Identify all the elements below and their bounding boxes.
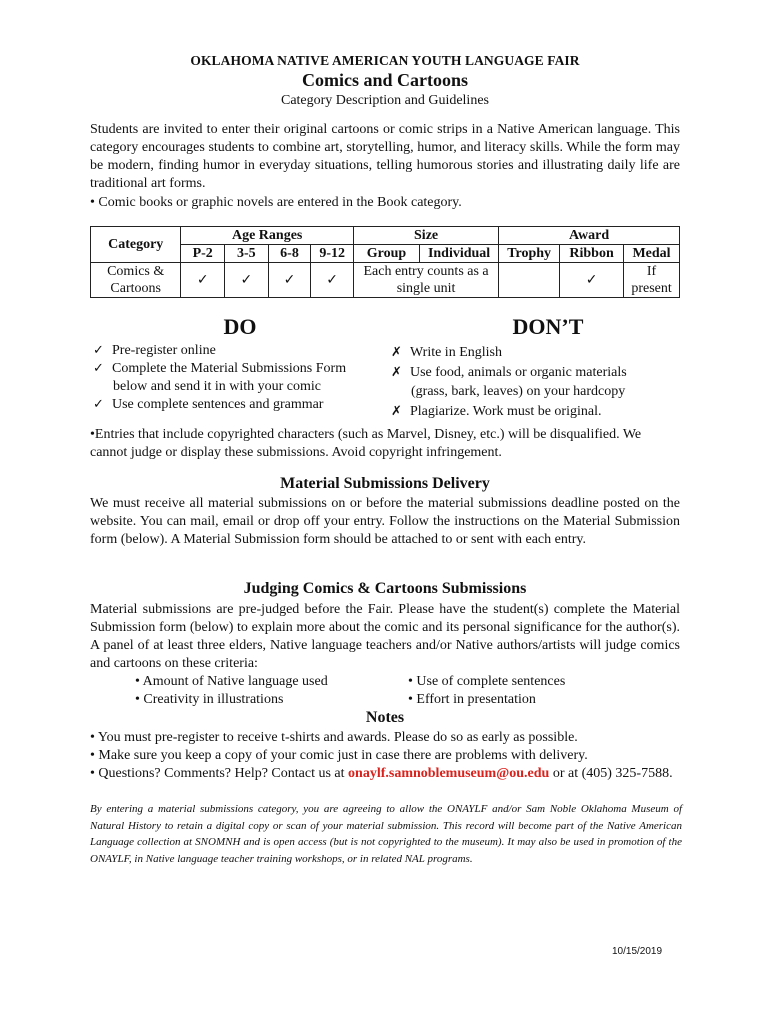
organization-heading: OKLAHOMA NATIVE AMERICAN YOUTH LANGUAGE FAIR — [190, 53, 580, 68]
notes-list — [90, 729, 682, 783]
size-individual: Individual — [419, 245, 498, 263]
do-list — [93, 342, 383, 414]
dont-item: ✗ Write in English — [391, 343, 691, 363]
page-title: Comics and Cartoons — [301, 70, 468, 90]
note-item: • You must pre-register to receive t-shirts and awards. Please do so as early as possible. — [90, 730, 578, 745]
check-icon: ✓ — [93, 343, 104, 358]
cross-icon: ✗ — [391, 345, 402, 360]
do-item-continued: below and send it in with your comic — [113, 379, 322, 394]
dont-item: ✗ Use food, animals or organic materials — [391, 363, 691, 383]
age-3-5: 3-5 — [225, 245, 269, 263]
criteria-item: • Amount of Native language used — [135, 674, 328, 689]
award-header: Award — [499, 227, 680, 245]
check-icon: ✓ — [93, 397, 104, 412]
award-medal: Medal — [624, 245, 680, 263]
do-item: ✓ Complete the Material Submissions Form — [93, 361, 347, 376]
delivery-heading: Material Submissions Delivery — [280, 475, 490, 492]
age-6-8: 6-8 — [268, 245, 311, 263]
notes-heading: Notes — [365, 709, 405, 726]
cross-icon: ✗ — [391, 364, 402, 380]
check-icon: ✓ — [93, 361, 104, 376]
do-item: ✓ Pre-register online — [93, 343, 216, 358]
do-heading: DO — [223, 314, 257, 339]
check-p2-icon: ✓ — [181, 263, 225, 298]
category-table — [90, 226, 680, 298]
dont-item-continued: (grass, bark, leaves) on your hardcopy — [411, 384, 626, 399]
note-item: • Make sure you keep a copy of your comic just in case there are problems with delivery. — [90, 748, 588, 763]
row-trophy — [499, 263, 560, 298]
dont-heading: DON’T — [512, 314, 584, 339]
intro-paragraph: Students are invited to enter their original cartoons or comic strips in a Native American language. This category encourages students to combine art, storytelling, humor, and literacy skills. While the form may be modern, finding humor in everyday situations, telling humorous stories and illustrating daily life are traditional art forms. — [90, 122, 680, 191]
age-9-12: 9-12 — [311, 245, 354, 263]
age-p2: P-2 — [181, 245, 225, 263]
check-ribbon-icon: ✓ — [560, 263, 624, 298]
cross-icon: ✗ — [391, 403, 402, 419]
check-9-12-icon: ✓ — [311, 263, 354, 298]
dont-list — [391, 343, 691, 421]
judging-text: Material submissions are pre-judged before the Fair. Please have the student(s) complete the Material Submission form (below) to explain more about the comic and its personal significance for the author(s). A panel of at least three elders, Native language teachers and/or Native authors/artists will judge comics and cartoons on these criteria: — [90, 602, 680, 671]
criteria-item: • Creativity in illustrations — [135, 692, 284, 707]
do-item: ✓ Use complete sentences and grammar — [93, 397, 324, 412]
check-3-5-icon: ✓ — [225, 263, 269, 298]
category-header: Category — [91, 227, 181, 263]
delivery-text: We must receive all material submissions on or before the material submissions deadline posted on the website. You can mail, email or drop off your entry. Follow the instructions on the Material Submission form (below). A Material Submission form should be attached to or sent with each entry. — [90, 496, 680, 547]
size-header: Size — [353, 227, 498, 245]
row-size: Each entry counts as a single unit — [353, 263, 498, 298]
award-ribbon: Ribbon — [560, 245, 624, 263]
dont-item: ✗ Plagiarize. Work must be original. — [391, 402, 691, 422]
row-medal: If present — [624, 263, 680, 298]
criteria-item: • Use of complete sentences — [408, 674, 566, 689]
award-trophy: Trophy — [499, 245, 560, 263]
criteria-item: • Effort in presentation — [408, 692, 536, 707]
row-category: Comics & Cartoons — [91, 263, 181, 298]
size-group: Group — [353, 245, 419, 263]
document-date: 10/15/2019 — [612, 946, 663, 957]
check-6-8-icon: ✓ — [268, 263, 311, 298]
judging-heading: Judging Comics & Cartoons Submissions — [243, 580, 527, 597]
contact-email-link[interactable]: onaylf.samnoblemuseum@ou.edu — [348, 766, 550, 781]
note-item-contact: • Questions? Comments? Help? Contact us at onaylf.samnoblemuseum@ou.edu or at (405) 325-7588. — [90, 766, 673, 781]
page-subtitle: Category Description and Guidelines — [280, 93, 489, 108]
age-ranges-header: Age Ranges — [181, 227, 354, 245]
disqualification-note: •Entries that include copyrighted characters (such as Marvel, Disney, etc.) will be disqualified. We cannot judge or display these submissions. Avoid copyright infringement. — [90, 427, 642, 460]
consent-notice: By entering a material submissions category, you are agreeing to allow the ONAYLF and/or Sam Noble Oklahoma Museum of Natural History to retain a digital copy or scan of your material submission. This record will become part of the Native American Language collection at SNOMNH and is open access (but is not copyrighted to the museum). It may also be used in promotion of the ONAYLF, in Native language teacher training workshops, or in related NAL programs. — [90, 803, 682, 865]
intro-bullet: • Comic books or graphic novels are entered in the Book category. — [90, 195, 462, 210]
